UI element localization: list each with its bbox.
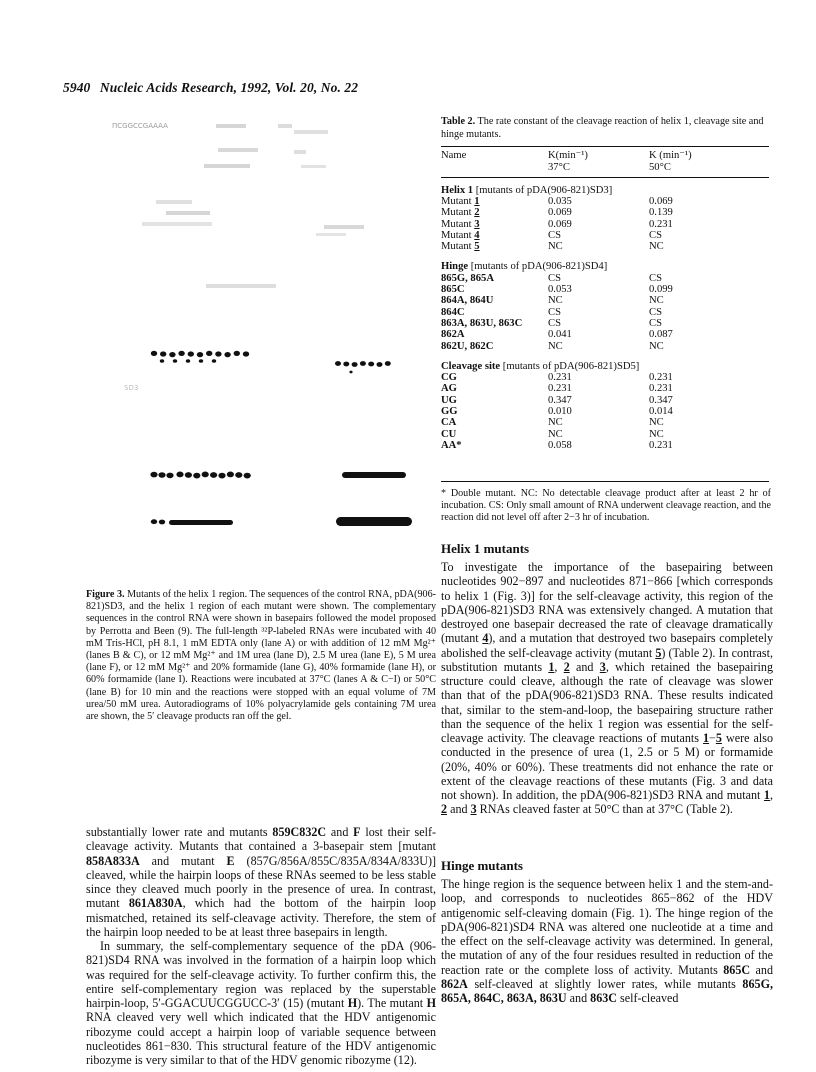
- section-note: [mutants of pDA(906-821)SD3]: [475, 185, 613, 196]
- row-name: 862A: [441, 329, 465, 341]
- gel-band: [185, 472, 192, 478]
- header-k50: [649, 150, 769, 173]
- header-k37-temp: 37°C: [548, 161, 570, 173]
- text-run: and: [569, 659, 600, 674]
- row-name: 1: [474, 196, 480, 207]
- cell-k50: NC: [649, 428, 664, 440]
- cell-k50: NC: [649, 340, 664, 352]
- gel-band: [215, 351, 221, 356]
- gel-band: [197, 352, 203, 357]
- mutant-name: 863C: [590, 991, 618, 1005]
- gel-band: [235, 472, 242, 478]
- gel-band: [169, 520, 233, 525]
- row-name: 863A, 863U, 863C: [441, 317, 523, 329]
- text-run: and: [447, 802, 471, 817]
- gel-faint-sequences: [142, 124, 364, 288]
- page-number: 5940: [63, 80, 91, 95]
- heading-hinge-mutants: Hinge mutants: [441, 858, 523, 873]
- text-run: and: [750, 962, 773, 977]
- table-row: [441, 219, 769, 230]
- mutant-name: E: [226, 853, 235, 868]
- table-row: [441, 440, 769, 451]
- gel-band: [202, 472, 209, 478]
- row-name: GG: [441, 406, 458, 418]
- gel-band: [206, 351, 212, 356]
- row-prefix: Mutant: [441, 229, 472, 241]
- row-name: AG: [441, 383, 457, 395]
- gel-band: [210, 472, 217, 478]
- table-2: [441, 150, 769, 451]
- cell-k37: 0.041: [548, 329, 572, 341]
- cell-k50: 0.231: [649, 439, 673, 451]
- cell-k37: NC: [548, 340, 563, 352]
- mutant-name: 858A833A: [86, 853, 140, 868]
- row-name: 865C: [441, 284, 465, 296]
- table-row: [441, 417, 769, 428]
- mutant-number: 1: [763, 788, 770, 802]
- text-run: self-cleaved at slightly lower rates, while mutants: [467, 976, 743, 991]
- gel-band: [169, 352, 175, 357]
- gel-sequence-label: ΠCGGCCGAAAA: [112, 122, 168, 130]
- table-row: [441, 429, 769, 440]
- header-k37-unit: K(min⁻¹): [548, 150, 588, 161]
- cell-k50: NC: [649, 241, 664, 253]
- table-label: Table 2.: [441, 116, 476, 127]
- gel-band: [335, 361, 341, 366]
- section-note: [mutants of pDA(906-821)SD4]: [470, 261, 608, 273]
- gel-band: [178, 351, 184, 356]
- gel-band: [336, 517, 412, 526]
- text-run: ), and a mutation that destroyed two basepairs completely abolished the self-cleavage activity (mutant: [441, 631, 774, 660]
- caption-text: Mutants of the helix 1 region. The sequences of the control RNA, pDA(906-821)SD3, and the helix 1 region of each mutant were shown. The complementary sequences in the control RNA were shown in basepairs followed the model proposed by Perrotta and Been (9). The full-length ³²P-labeled RNAs were incubated with 40 mM Tris-HCl, pH 8.1, 1 mM EDTA only (lane A) or with addition of 12 mM Mg²⁺ (lanes B & C), or 12 mM Mg²⁺ and 1M urea (lane D), 2.5 M urea (lane E), 5 M urea (lane F), or 12 mM Mg²⁺ and 20% formamide (lane G), 40% formamide (lane H), or 60% formamide (lane I). Reactions were incubated at 37°C (lanes A & C−I) or 50°C (lane B) for 10 min and the reactions were stopped with an equal volume of 7M urea/50 mM urea. Autoradiograms of 10% polyacrylamide gels containing 7M urea are shown, the 5′ cleavage products ran off the gel.: [86, 589, 436, 723]
- paragraph: [441, 560, 773, 817]
- text-run: −: [709, 731, 716, 745]
- table-row: [441, 284, 769, 295]
- mutant-number: 3: [599, 659, 606, 674]
- cell-k50: NC: [649, 295, 664, 307]
- cell-k50: 0.347: [649, 394, 673, 406]
- text-run: ,: [769, 788, 773, 802]
- cell-k50: 0.099: [649, 284, 673, 296]
- gel-band: [368, 362, 374, 367]
- header-k50-unit: K (min⁻¹): [649, 150, 692, 161]
- table-row: [441, 406, 769, 417]
- header-k37: [548, 150, 649, 173]
- cell-k50: CS: [649, 317, 662, 329]
- text-run: and: [326, 825, 354, 839]
- row-name: CU: [441, 428, 457, 440]
- gel-band: [218, 473, 225, 479]
- cell-k37: CS: [548, 306, 561, 318]
- row-name: 864C: [441, 306, 465, 318]
- gel-band: [343, 362, 349, 367]
- row-name: 864A, 864U: [441, 295, 494, 307]
- gel-band: [224, 352, 230, 357]
- section-helix1: [441, 173, 769, 196]
- mutant-name: H: [426, 996, 436, 1010]
- row-name: 862U, 862C: [441, 340, 494, 352]
- text-run: were also conducted in the presence of urea (1, 2.5 or 5 M) or formamide (20%, 40% or 60%). These treatments did not enhance the rate or extent of the cleavage reactions of these mutants (Fig. 3 and data not shown). In addition, the pDA(906-821)SD3 RNA and mutant: [441, 731, 773, 802]
- gel-image: [66, 108, 436, 578]
- hinge-section-text: [441, 877, 773, 1005]
- cell-k50: CS: [649, 306, 662, 318]
- gel-band: [150, 472, 157, 478]
- gel-band: [385, 361, 391, 366]
- gel-band: [160, 359, 164, 363]
- table-row: [441, 241, 769, 252]
- table-row: [441, 196, 769, 207]
- mutant-number: 2: [563, 659, 570, 674]
- gel-band: [188, 351, 194, 356]
- gel-band: [243, 351, 249, 356]
- table-header-row: [441, 150, 769, 173]
- table-row: [441, 230, 769, 241]
- row-prefix: Mutant: [441, 207, 472, 219]
- text-run: To investigate the importance of the basepairing between nucleotides 902−897 and nucleotides 871−866 [which corresponds to helix 1 (Fig. 3)] for the self-cleavage activity, this region of the pDA(906-821)SD3 RNA was extensively changed. A mutation that destroyed one basepair decreased the rate of cleavage dramatically (mutant: [441, 560, 773, 646]
- cell-k37: 0.010: [548, 406, 572, 418]
- gel-bands: [150, 351, 412, 526]
- section-label: Hinge: [441, 261, 469, 273]
- text-run: The hinge region is the sequence between helix 1 and the stem-and-loop, and corresponds to nucleotides 865−862 of the HDV antigenomic self-cleaving domain (Fig. 1). The hinge region of the pDA(906-821)SD4 RNA was altered one nucleotide at a time and the effect on the self-cleavage activity was determined. In general, the mutation of any of the four residues resulted in reduction of the reaction rate or the complete loss of activity. Mutants: [441, 877, 773, 977]
- row-name: AA*: [441, 439, 462, 451]
- header-name: Name: [441, 150, 467, 161]
- cell-k37: NC: [548, 417, 563, 429]
- table-row: [441, 273, 769, 284]
- header-k50-temp: 50°C: [649, 161, 671, 173]
- gel-band: [352, 362, 358, 367]
- mutant-name: 859C832C: [272, 825, 327, 839]
- text-run: (857G/856A/855C/835A/834A/833U)] cleaved, while the hairpin loops of these RNAs seemed to be less stable since they cleaved much poorly in the presence of urea. In contrast, mutant: [86, 853, 436, 911]
- cell-k37: NC: [548, 428, 563, 440]
- gel-band: [234, 351, 240, 356]
- gel-band: [227, 472, 234, 478]
- cell-k37: CS: [548, 229, 561, 241]
- table-top-rule: [441, 146, 769, 147]
- table-row: [441, 207, 769, 218]
- table-title-text: The rate constant of the cleavage reaction of helix 1, cleavage site and hinge mutants.: [441, 116, 764, 140]
- gel-band: [377, 362, 383, 367]
- gel-band: [151, 519, 157, 524]
- text-run: , which had the bottom of the hairpin loop mismatched, retained its self-cleavage activity. Therefore, the stem of the hairpin loop needed to be at least three basepairs in length.: [86, 896, 436, 939]
- cell-k37: 0.347: [548, 394, 572, 406]
- section-cleavage-site: [441, 352, 769, 372]
- row-name: CG: [441, 372, 457, 384]
- gel-band: [186, 359, 190, 363]
- section-note: [mutants of pDA(906-821)SD5]: [502, 360, 640, 372]
- cell-k37: 0.069: [548, 207, 572, 219]
- cell-k50: NC: [649, 417, 664, 429]
- heading-helix1-mutants: Helix 1 mutants: [441, 541, 530, 556]
- table-row: [441, 318, 769, 329]
- row-name: 865G, 865A: [441, 272, 494, 284]
- table-row: [441, 295, 769, 306]
- cell-k37: NC: [548, 241, 563, 253]
- gel-band: [160, 351, 166, 356]
- cell-k50: 0.231: [649, 383, 673, 395]
- table-row: [441, 341, 769, 352]
- gel-band: [342, 472, 406, 478]
- table-row: [441, 395, 769, 406]
- cell-k50: CS: [649, 229, 662, 241]
- section-label: Helix 1: [441, 185, 474, 196]
- gel-band: [176, 472, 183, 478]
- gel-band: [173, 359, 177, 363]
- row-name: 2: [474, 207, 480, 219]
- text-run: and: [566, 991, 591, 1005]
- journal-citation: Nucleic Acids Research, 1992, Vol. 20, No. 22: [99, 80, 359, 95]
- text-run: RNAs cleaved faster at 50°C than at 37°C (Table 2).: [476, 802, 733, 817]
- cell-k37: 0.035: [548, 196, 572, 207]
- figure-3-caption: [86, 589, 436, 723]
- gel-band: [199, 359, 203, 363]
- gel-band: [158, 472, 165, 478]
- row-name: UG: [441, 394, 457, 406]
- cell-k37: 0.231: [548, 372, 572, 384]
- text-run: ). The mutant: [357, 996, 427, 1010]
- mutant-name: 865C: [723, 962, 751, 977]
- row-name: 4: [474, 229, 480, 241]
- mutant-name: 865G, 865A, 864C, 863A, 863U: [441, 976, 773, 1005]
- text-run: lost their self-cleavage activity. Mutants that contained a 3-basepair stem [mutant: [86, 825, 436, 854]
- text-run: RNA cleaved very well which indicated that the HDV antigenomic ribozyme could accept a hairpin loop of variable sequence between nucleotides 861−830. This structural feature of the HDV antigenomic ribozyme is very similar to that of the HDV genomic ribozyme (12).: [86, 1010, 436, 1067]
- cell-k37: CS: [548, 272, 561, 284]
- running-head: [63, 80, 358, 96]
- cell-k50: 0.087: [649, 329, 673, 341]
- paragraph: [86, 939, 436, 1067]
- text-run: and mutant: [139, 853, 227, 868]
- cell-k50: 0.231: [649, 372, 673, 384]
- gel-band: [193, 473, 200, 479]
- cell-k37: 0.231: [548, 383, 572, 395]
- table-row: [441, 329, 769, 340]
- row-prefix: Mutant: [441, 241, 472, 253]
- row-prefix: Mutant: [441, 196, 472, 207]
- table-row: [441, 307, 769, 318]
- text-run: self-cleaved: [617, 991, 679, 1005]
- mutant-number: 1: [548, 659, 555, 674]
- gel-side-label: SD3: [124, 384, 139, 392]
- gel-band: [360, 361, 366, 366]
- mutant-name: F: [353, 825, 361, 839]
- gel-band: [166, 473, 173, 479]
- mutant-number: 5: [655, 645, 662, 660]
- cell-k37: 0.058: [548, 439, 572, 451]
- cell-k37: 0.053: [548, 284, 572, 296]
- gel-band: [212, 359, 216, 363]
- cell-k50: 0.014: [649, 406, 673, 418]
- paragraph: [441, 877, 773, 1005]
- helix1-section-text: [441, 560, 773, 817]
- mutant-number: 5: [715, 731, 722, 745]
- text-run: substantially lower rate and mutants: [86, 825, 273, 839]
- gel-band: [244, 473, 251, 479]
- row-name: CA: [441, 417, 457, 429]
- section-label: Cleavage site: [441, 360, 501, 372]
- caption-label: Figure 3.: [86, 589, 125, 600]
- table-footnote: * Double mutant. NC: No detectable cleavage product after at least 2 hr of incubation. CS: Only small amount of RNA underwent cleavage reaction, and the reaction did not level off after 2−3 hr of incubation.: [441, 488, 771, 524]
- cell-k37: 0.069: [548, 218, 572, 230]
- cell-k50: CS: [649, 272, 662, 284]
- figure-3-gel: [66, 108, 436, 578]
- mutant-number: 3: [470, 802, 477, 817]
- gel-band: [151, 351, 157, 356]
- section-hinge: [441, 252, 769, 272]
- table-2-title: [441, 116, 776, 141]
- mutant-number: 1: [703, 731, 710, 745]
- mutant-number: 2: [441, 802, 448, 817]
- gel-band: [159, 520, 165, 525]
- mutant-name: H: [347, 996, 358, 1010]
- cell-k37: CS: [548, 317, 561, 329]
- row-name: 3: [474, 218, 480, 230]
- text-run: In summary, the self-complementary sequence of the pDA (906-821)SD4 RNA was involved in the formation of a hairpin loop which was required for the self-cleavage activity. To further confirm this, the entire self-complementary region was replaced by the superstable hairpin-loop, 5′-GGACUUCGGUCC-3′ (15) (mutant: [86, 939, 436, 1010]
- cell-k50: 0.139: [649, 207, 673, 219]
- mutant-number: 4: [482, 631, 489, 646]
- cell-k50: 0.231: [649, 218, 673, 230]
- text-run: ) (Table 2). In contrast, substitution mutants: [441, 645, 773, 674]
- table-bottom-rule: [441, 481, 769, 482]
- text-run: , which retained the basepairing structure could cleave, although the rate of cleavage was slower than that of the pDA(906-821)SD3 RNA. These results indicated that, similar to the stem-and-loop, the basepairing structure rather than the sequence of the helix 1 region was essential for the self-cleavage activity. The cleavage reactions of mutants: [441, 659, 774, 745]
- row-name: 5: [474, 241, 480, 253]
- mutant-name: 861A830A: [128, 896, 183, 911]
- gel-band: [349, 371, 352, 374]
- table-row: [441, 383, 769, 394]
- mutant-name: 862A: [441, 976, 468, 991]
- cell-k37: NC: [548, 295, 563, 307]
- paragraph: [86, 825, 436, 939]
- cell-k50: 0.069: [649, 196, 673, 207]
- left-column-text: [86, 825, 436, 1067]
- row-prefix: Mutant: [441, 218, 472, 230]
- text-run: ,: [554, 659, 564, 674]
- table-row: [441, 372, 769, 383]
